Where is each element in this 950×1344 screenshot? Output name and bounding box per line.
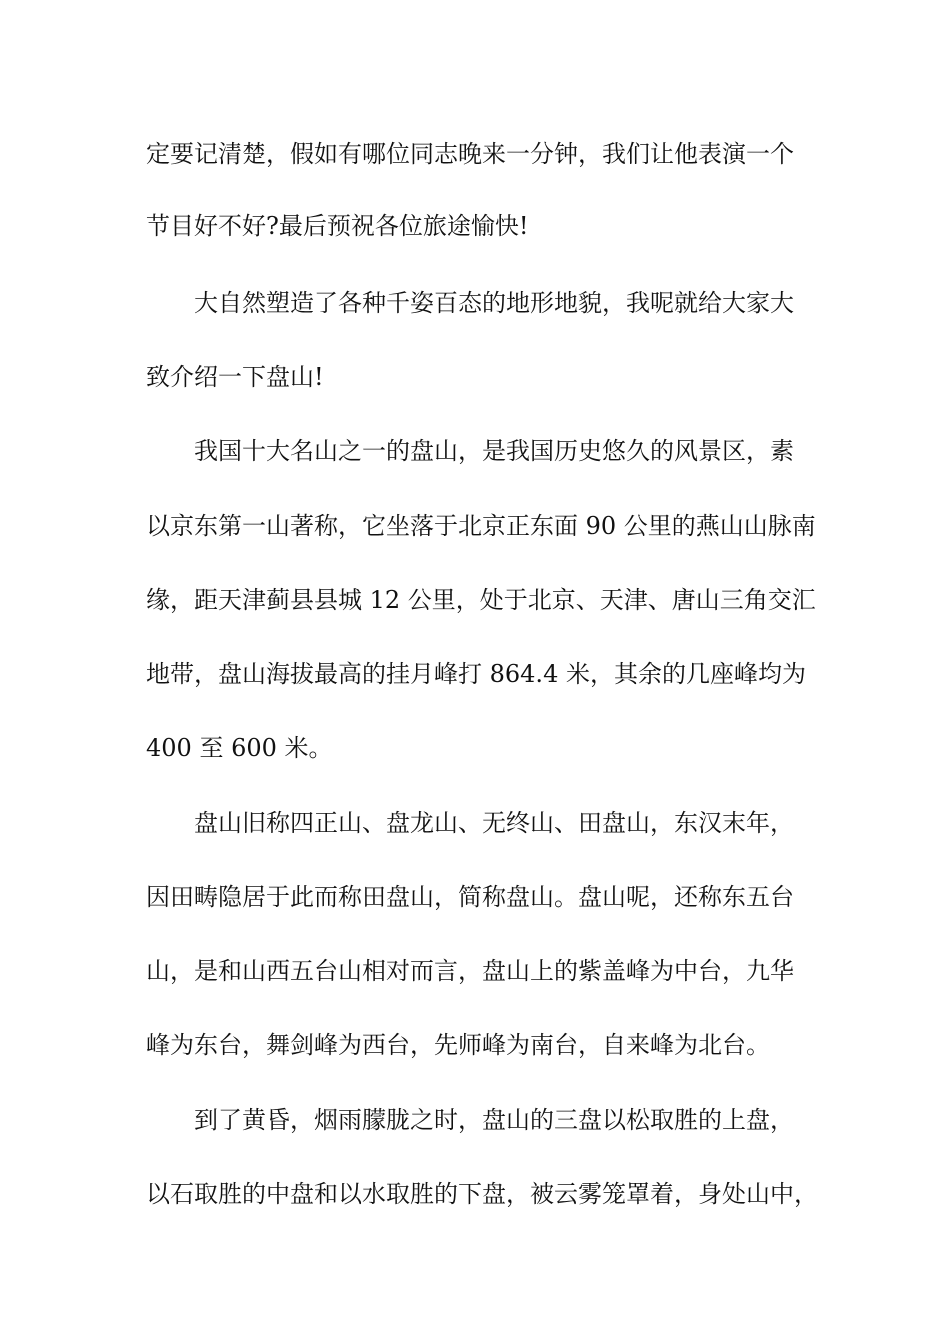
- text-line: 山，是和山西五台山相对而言，盘山上的紫盖峰为中台，九华: [146, 957, 794, 985]
- paragraph-first-line: 盘山旧称四正山、盘龙山、无终山、田盘山，东汉末年，: [194, 809, 794, 837]
- text-line: 因田畴隐居于此而称田盘山，简称盘山。盘山呢，还称东五台: [146, 883, 794, 911]
- text-line: 地带，盘山海拔最高的挂月峰打 864.4 米，其余的几座峰均为: [146, 660, 806, 688]
- text-line: 节目好不好?最后预祝各位旅途愉快!: [146, 212, 529, 240]
- paragraph-first-line: 我国十大名山之一的盘山，是我国历史悠久的风景区，素: [194, 437, 794, 465]
- text-line: 以京东第一山著称，它坐落于北京正东面 90 公里的燕山山脉南: [146, 512, 816, 540]
- text-line: 以石取胜的中盘和以水取胜的下盘，被云雾笼罩着，身处山中，: [146, 1180, 818, 1208]
- text-line: 定要记清楚，假如有哪位同志晚来一分钟，我们让他表演一个: [146, 140, 794, 168]
- text-line: 致介绍一下盘山!: [146, 363, 324, 391]
- paragraph-first-line: 大自然塑造了各种千姿百态的地形地貌，我呢就给大家大: [194, 289, 794, 317]
- text-line: 缘，距天津蓟县县城 12 公里，处于北京、天津、唐山三角交汇: [146, 586, 816, 614]
- text-line: 峰为东台，舞剑峰为西台，先师峰为南台，自来峰为北台。: [146, 1031, 770, 1059]
- text-line: 400 至 600 米。: [146, 734, 333, 762]
- paragraph-first-line: 到了黄昏，烟雨朦胧之时，盘山的三盘以松取胜的上盘，: [194, 1106, 794, 1134]
